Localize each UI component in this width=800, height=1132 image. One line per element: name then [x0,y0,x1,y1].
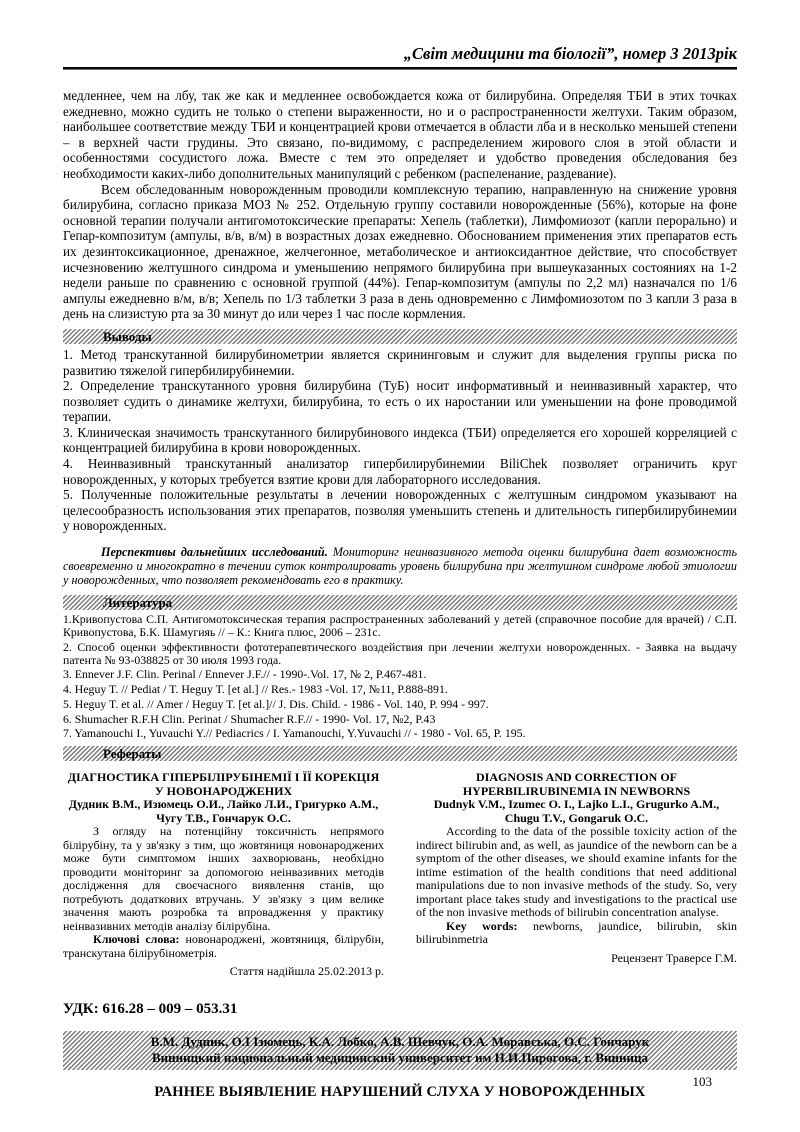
perspectives-lead: Перспективы дальнейших исследований. [101,545,328,560]
reference-item: 6. Shumacher R.F.H Clin. Perinat / Shumacher R.F.// - 1990- Vol. 17, №2, P.43 [63,711,436,726]
abstracts-heading: Рефераты [103,746,162,762]
abstract-keywords-en [416,920,737,947]
abstract-keywords-uk [63,933,384,960]
abstract-body-uk: З огляду на потенційну токсичність непрямого білірубіну, та у зв'язку з тим, що жовтяниця новонароджених може бути симптомом інших захворювань, необхідно проводити моніторинг за допомогою неінвазивних методів дослідження для своєчасного виявлення станів, що потребують додаткових втручань. У зв'язку з цим велике значення мають розробка та впровадження у практику неінвазивних методів аналізу білірубіна. [63,824,384,933]
conclusion-item: 5. Полученные положительные результаты в лечении новорожденных с желтушным синдромом указывают на целесообразность использования этих препаратов, позволяя уменьшить степень и длительность гипербилирубинемии у новорожденных. [63,487,737,534]
abstract-ukrainian [63,771,384,979]
banner-affiliation-line: Винницкий национальный медицинский университет им Н.И.Пирогова, г. Винница [152,1049,648,1065]
conclusion-item: 3. Клиническая значимость транскутанного билирубинового индекса (ТБИ) определяется его хорошей корреляцией с концентрацией билирубина в крови новорожденных. [63,424,737,456]
keywords-text-uk: новонароджені, жовтяниця, білірубін, транскутана білірубінометрія. [63,932,384,960]
reference-item: 4. Heguy T. // Pediat / T. Heguy T. [et al.] // Res.- 1983 -Vol. 17, №11, P.888-891. [63,682,448,697]
perspectives-text: Мониторинг неинвазивного метода оценки билирубина дает возможность своевременно и многократно в течении суток контролировать уровень билирубина при желтушном синдроме любой этиологии у новорожденных, что позволяет рекомендовать его в практику. [63,545,738,588]
header-rule [63,67,737,70]
abstracts-columns [63,771,737,979]
next-article-title: РАННЕЕ ВЫЯВЛЕНИЕ НАРУШЕНИЙ СЛУХА У НОВОРОЖДЕННЫХ [154,1083,646,1100]
conclusion-item: 4. Неинвазивный транскутанный анализатор гипербилирубинемии BiliChek позволяет ограничить круг новорожденных, у которых требуется взятие крови для лабораторного исследования. [63,456,737,487]
reference-item: 1.Кривопустова С.П. Антигомотоксическая терапия распространенных заболеваний у детей (справочное пособие для врачей) / С.П. Кривопустова, Б.К. Шамугияь // – К.: Книга плюс, 2006 – 231с. [63,611,737,639]
journal-title: „Світ медицини та біології”, номер 3 2013рік [403,44,737,63]
abstract-english [416,771,737,979]
abstract-authors-en: Dudnyk V.M., Izumec O. I., Lajko L.I., Grugurko A.M., Chugu T.V., Gongaruk O.C. [433,797,720,825]
keywords-label-uk: Ключові слова: [93,932,180,947]
reference-item: 2. Способ оценки эффективности фототерапевтического воздействия при лечении желтухи новорожденных. - Заявка на выдачу патента № 93-038825 от 30 июля 1993 года. [63,639,737,667]
abstract-title-uk: ДІАГНОСТИКА ГІПЕРБІЛІРУБІНЕМІЇ І ЇЇ КОРЕКЦІЯ У НОВОНАРОДЖЕНИХ [67,770,380,798]
references-heading: Литература [103,594,173,610]
references-section-bar [63,595,737,610]
reviewer-name: Рецензент Траверсе Г.М. [611,950,737,965]
conclusion-item: 2. Определение транскутанного уровня билирубина (ТуБ) носит информативный и неинвазивный характер, что позволяет судить о динамике желтухи, билирубина, то есть о их наростании или уменьшении на фоне проводимой терапии. [63,378,737,425]
conclusions-section-bar [63,329,737,344]
reference-item: 5. Heguy T. et al. // Amer / Heguy T. [et al.]// J. Dis. Child. - 1986 - Vol. 140, P. 994 - 997. [63,696,489,711]
page-number: 103 [692,1074,712,1089]
keywords-text-en: newborns, jaundice, bilirubin, skin bilirubinmetria [416,918,737,947]
continuation-paragraph: медленнее, чем на лбу, так же как и медленнее освобождается кожа от билирубина. Определяя ТБИ в этих точках ежедневно, можно судить не только о степени выраженности, но и о распространенности желтухи. Таким образом, наибольшее соответствие между ТБИ и концентрацией крови отмечается в области лба и в несколько меньшей степени – в верхней части грудины. Это связано, по-видимому, с распределением жирового слоя в этой области и особенностями сосудистого ложа. Вместе с тем это определяет и удобство проведения обследования без необходимости каких-либо дополнительных манипуляций с ребенком (распеленание, раздевание). [63,88,737,181]
conclusions-heading: Выводы [103,328,152,344]
conclusion-item: 1. Метод транскутанной билирубинометрии является скрининговым и служит для выделения группы риска по развитию тяжелой гипербилирубинемии. [63,346,737,378]
received-date: Стаття надійшла 25.02.2013 р. [229,964,384,979]
reference-item: 7. Yamanouchi I., Yuvauchi Y.// Pediacrics / I. Yamanouchi, Y.Yuvauchi // - 1980 - Vol. 65, P. 195. [63,726,526,741]
therapy-paragraph: Всем обследованным новорожденным проводили комплексную терапию, направленную на снижение уровня билирубина, согласно приказа МОЗ № 252. Отдельную группу составили новорожденные (56%), которые на фоне основной терапии получали антигомотоксические препараты: Хепель (таблетки), Лимфомиозот (капли перорально) и Гепар-композитум (ампулы, в/в, в/м) в возрастных дозах ежедневно. Обоснованием применения этих препаратов есть их дезинтоксикационное, дренажное, желчегонное, метаболическое и антиоксидантное действие, что способствует исчезновению желтушного синдрома и уменьшению непрямого билирубина при вышеуказанных состояниях на 1-2 недели раньше по сравнению с основной группой (44%). Гепар-композитум (ампулы по 2,2 мл) назначался по 1/6 ампулы ежедневно в/м, в/в; Хепель по 1/3 таблетки 3 раза в день одновременно с Лимфомиозотом по 3 капли 3 раза в день на слизистую рта за 30 минут до или через 1 час после кормления. [63,181,737,322]
udc-code: УДК: 616.28 – 009 – 053.31 [63,1000,238,1017]
banner-authors-line: В.М. Дудник, О.І Ізюмець, К.А. Лобко, А.В. Шевчук, О.А. Моравська, О.С. Гончарук [150,1033,650,1049]
abstract-title-en: DIAGNOSIS AND CORRECTION OF HYPERBILIRUBINEMIA IN NEWBORNS [462,770,691,798]
reference-item: 3. Ennever J.F. Clin. Perinal / Ennever J.F.// - 1990-.Vol. 17, № 2, P.467-481. [63,667,427,682]
next-article-authors-banner [63,1031,737,1070]
abstract-authors-uk: Дудник В.М., Изюмець О.И., Лайко Л.И., Григурко А.М., Чугу Т.В., Гончарук О.С. [68,797,379,825]
abstract-body-en: According to the data of the possible toxicity action of the indirect bilirubin and, as well, as jaundice of the newborn can be a symptom of the other diseases, we should examine infants for the intime estimation of the health conditions that need additional manipulations due to non invasive methods of the study. So, very important place takes study and investigations to the practical use of the non invasive methods of bilirubin concentration analyse. [416,824,737,920]
abstracts-section-bar [63,746,737,761]
references-list [63,613,737,741]
perspectives-paragraph [63,545,737,588]
keywords-label-en: Key words: [446,918,518,933]
